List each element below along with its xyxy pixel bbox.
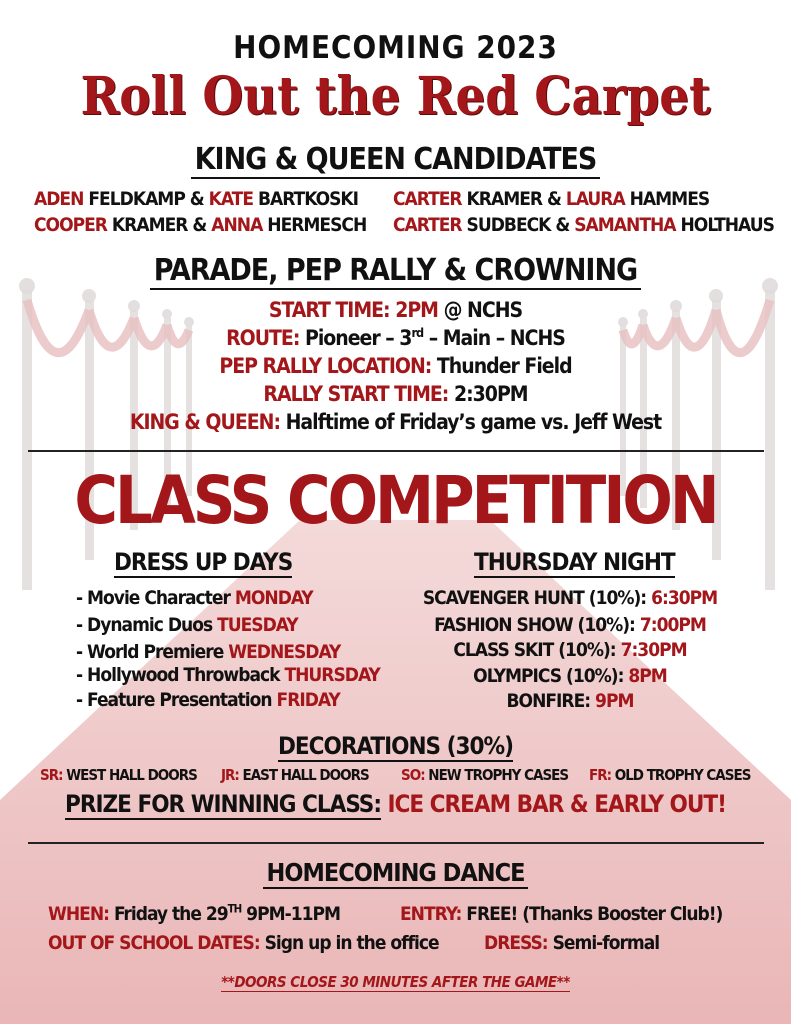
doors-close-note: **DOORS CLOSE 30 MINUTES AFTER THE GAME** bbox=[221, 973, 570, 991]
dress-up-item: - World Premiere WEDNESDAY bbox=[76, 641, 341, 663]
candidate-pair: CARTER SUDBECK & SAMANTHA HOLTHAUS bbox=[393, 214, 774, 236]
pep-rally-location: PEP RALLY LOCATION: Thunder Field bbox=[219, 354, 572, 378]
divider bbox=[28, 450, 764, 452]
dress-up-heading: DRESS UP DAYS bbox=[114, 548, 293, 576]
decoration-assignment: FR: OLD TROPHY CASES bbox=[589, 766, 751, 784]
out-of-school-dates: OUT OF SCHOOL DATES: Sign up in the office bbox=[48, 932, 439, 954]
parade-start-time: START TIME: 2PM @ NCHS bbox=[268, 298, 523, 322]
king-queen-crowning: KING & QUEEN: Halftime of Friday’s game vs. Jeff West bbox=[129, 410, 662, 434]
dance-heading: HOMECOMING DANCE bbox=[0, 858, 791, 887]
dress-up-item: - Movie Character MONDAY bbox=[76, 587, 313, 609]
dress-up-item: - Hollywood Throwback THURSDAY bbox=[76, 664, 380, 686]
decoration-assignment: SR: WEST HALL DOORS bbox=[40, 766, 197, 784]
parade-route: ROUTE: Pioneer – 3rd – Main – NCHS bbox=[226, 325, 565, 350]
dress-up-item: - Feature Presentation FRIDAY bbox=[76, 689, 340, 711]
thursday-event: OLYMPICS (10%): 8PM bbox=[473, 665, 667, 687]
parade-heading: PARADE, PEP RALLY & CROWNING bbox=[0, 253, 791, 288]
decorations-heading: DECORATIONS (30%) bbox=[277, 732, 513, 760]
dance-when: WHEN: Friday the 29TH 9PM-11PM bbox=[48, 901, 341, 925]
thursday-event: FASHION SHOW (10%): 7:00PM bbox=[434, 614, 706, 636]
thursday-night-heading: THURSDAY NIGHT bbox=[474, 548, 675, 576]
thursday-event: BONFIRE: 9PM bbox=[506, 690, 634, 712]
candidate-pair: COOPER KRAMER & ANNA HERMESCH bbox=[34, 214, 367, 236]
candidate-pair: CARTER KRAMER & LAURA HAMMES bbox=[393, 188, 710, 210]
prize-line: PRIZE FOR WINNING CLASS: ICE CREAM BAR & EARLY OUT! bbox=[65, 790, 726, 818]
class-competition-heading: CLASS COMPETITION bbox=[74, 462, 717, 539]
dance-entry: ENTRY: FREE! (Thanks Booster Club!) bbox=[400, 903, 723, 925]
candidate-pair: ADEN FELDKAMP & KATE BARTKOSKI bbox=[34, 188, 359, 210]
thursday-event: SCAVENGER HUNT (10%): 6:30PM bbox=[422, 587, 718, 609]
decoration-assignment: JR: EAST HALL DOORS bbox=[221, 766, 369, 784]
rally-start-time: RALLY START TIME: 2:30PM bbox=[263, 382, 528, 406]
thursday-event: CLASS SKIT (10%): 7:30PM bbox=[453, 639, 687, 661]
divider bbox=[28, 842, 764, 844]
king-queen-heading: KING & QUEEN CANDIDATES bbox=[0, 142, 791, 177]
decoration-assignment: SO: NEW TROPHY CASES bbox=[401, 766, 569, 784]
theme-title: Roll Out the Red Carpet bbox=[80, 66, 711, 127]
homecoming-title: HOMECOMING 2023 bbox=[233, 30, 558, 66]
dress-up-item: - Dynamic Duos TUESDAY bbox=[76, 614, 298, 636]
dance-dress-code: DRESS: Semi-formal bbox=[484, 932, 660, 954]
